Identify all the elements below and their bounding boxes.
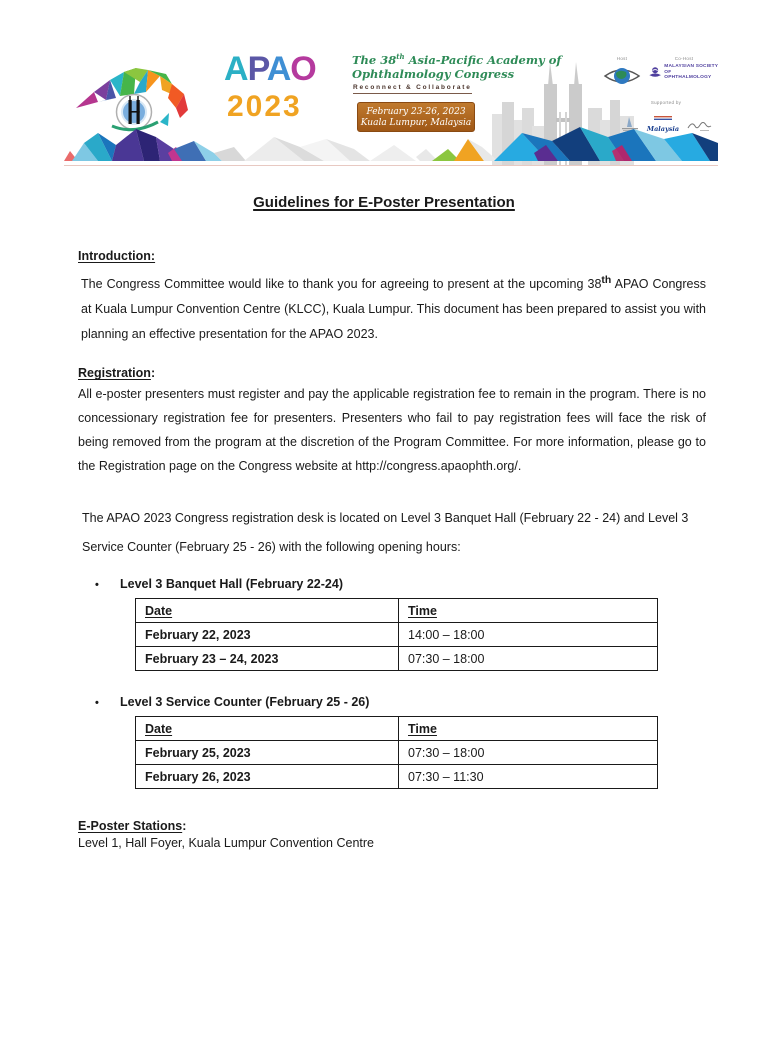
congress-dates: February 23-26, 2023	[366, 107, 466, 117]
date-cell: February 22, 2023	[136, 623, 399, 647]
table-header-row	[136, 599, 658, 623]
bullet-banquet-hall	[78, 577, 706, 591]
wordmark-letter: A	[224, 50, 248, 88]
host-label: Host	[616, 56, 628, 61]
congress-tagline: Reconnect & Collaborate	[353, 84, 472, 94]
wordmark-letter: O	[290, 50, 316, 88]
time-cell: 07:30 – 11:30	[399, 765, 658, 789]
table-header-time: Time	[399, 599, 658, 623]
host-block	[602, 56, 642, 94]
date-cell: February 23 – 24, 2023	[136, 647, 399, 671]
bullet-service-counter	[78, 695, 706, 709]
time-cell: 07:30 – 18:00	[399, 647, 658, 671]
introduction-paragraph: The Congress Committee would like to thank you for agreeing to present at the upcoming 38th APAO Congress at Kuala Lumpur Convention Centre (KLCC), Kuala Lumpur. This document has been prepared to assist you with planning an effective presentation for the APAO 2023.	[81, 275, 706, 342]
bullet-icon: •	[95, 697, 99, 710]
table-row	[136, 765, 658, 789]
registration-paragraph: All e-poster presenters must register and pay the applicable registration fee to remain in the program. There is no concessionary registration fee for presenters. Presenters who fail to pay registration fees will face the risk of being removed from the program at the discretion of the Program Committee. For more information, please go to the Registration page on the Congress website at http://congress.apaophth.org/.	[78, 387, 706, 474]
registration-desk-paragraph: The APAO 2023 Congress registration desk is located on Level 3 Banquet Hall (February 22 - 24) and Level 3 Service Counter (February 25 - 26) with the following opening hours:	[82, 511, 689, 555]
tourism-malaysia-logo: Malaysia	[647, 108, 679, 133]
table-header-date: Date	[136, 717, 399, 741]
table-header-date: Date	[136, 599, 399, 623]
table-header-row	[136, 717, 658, 741]
table-row	[136, 741, 658, 765]
date-cell: February 25, 2023	[136, 741, 399, 765]
table-row	[136, 623, 658, 647]
page-title: Guidelines for E-Poster Presentation	[253, 194, 515, 211]
time-cell: 07:30 – 18:00	[399, 741, 658, 765]
bullet-icon: •	[95, 579, 99, 592]
registration-heading: Registration:	[78, 366, 156, 381]
wordmark-letter: A	[266, 50, 291, 88]
apao-wordmark	[224, 52, 316, 86]
mso-name: MALAYSIAN SOCIETY OF OPHTHALMOLOGY	[664, 64, 718, 80]
time-cell: 14:00 – 18:00	[399, 623, 658, 647]
mso-logo-icon	[648, 66, 662, 79]
congress-title-line2: Ophthalmology Congress	[352, 66, 515, 81]
introduction-heading: Introduction:	[78, 249, 156, 263]
eposter-stations-heading: E-Poster Stations:	[78, 819, 187, 834]
apao-host-logo-icon	[602, 63, 642, 89]
apao-year: 2023	[227, 90, 302, 123]
banquet-hall-schedule-table	[135, 598, 658, 671]
eposter-stations-location: Level 1, Hall Foyer, Kuala Lumpur Convention Centre	[78, 836, 374, 851]
cohost-label: Co-Host	[674, 56, 694, 61]
congress-banner	[64, 40, 718, 166]
banner-poly-strip	[64, 119, 718, 165]
date-cell: February 26, 2023	[136, 765, 399, 789]
service-counter-schedule-table	[135, 716, 658, 789]
cohost-block	[648, 56, 718, 81]
bullet-banquet-hall-label: Level 3 Banquet Hall (February 22-24)	[120, 577, 343, 592]
document-body	[78, 249, 706, 850]
table-row	[136, 647, 658, 671]
supported-by-label: Supported by	[650, 100, 682, 105]
wordmark-letter: P	[247, 50, 267, 88]
table-header-time: Time	[399, 717, 658, 741]
congress-title-line1: The 38th Asia-Pacific Academy of	[352, 52, 562, 67]
bullet-service-counter-label: Level 3 Service Counter (February 25 - 26)	[120, 695, 370, 710]
congress-location: Kuala Lumpur, Malaysia	[360, 118, 472, 128]
